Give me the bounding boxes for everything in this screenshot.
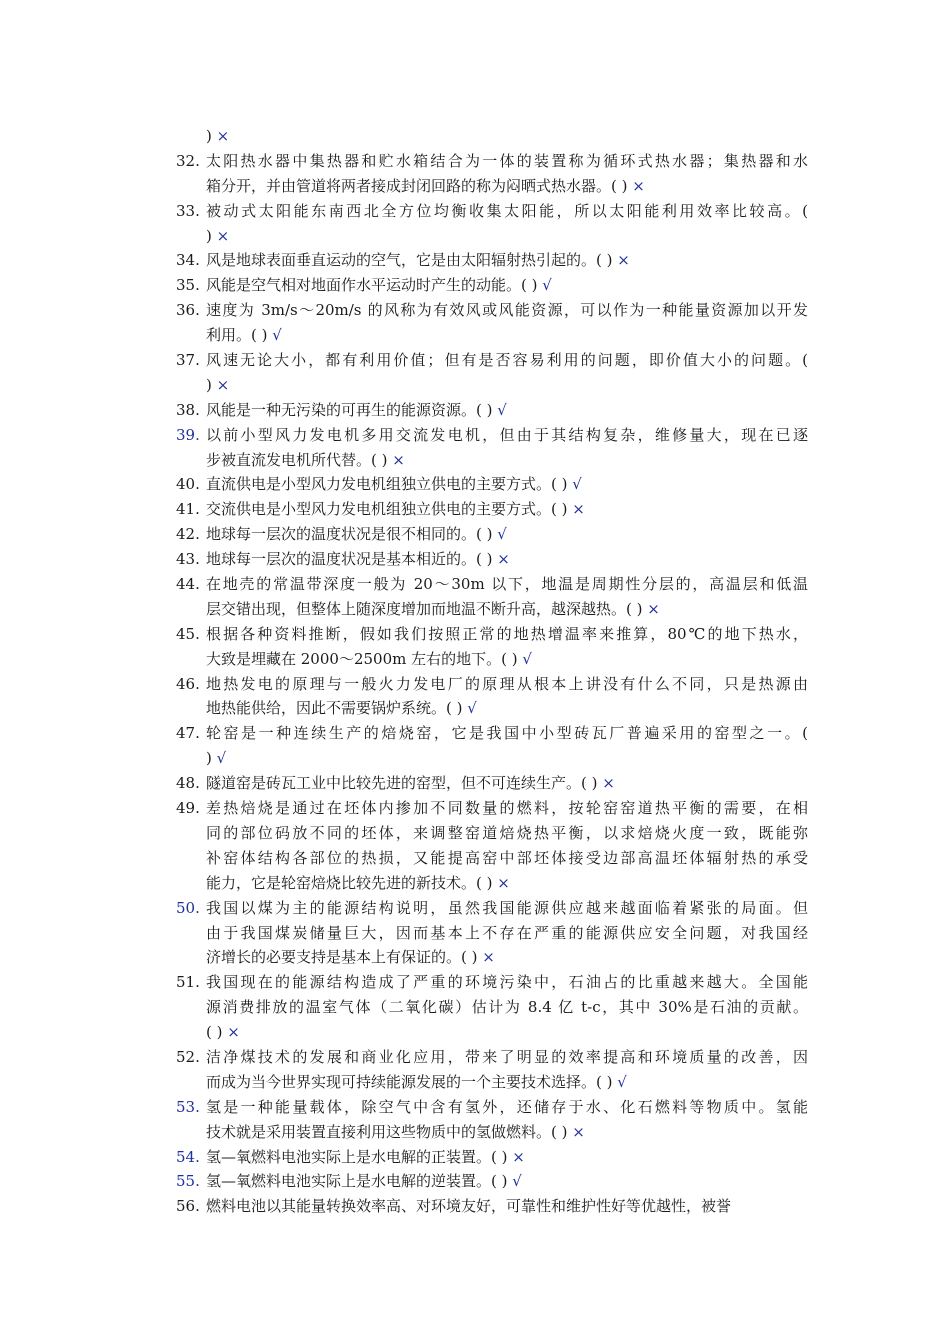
question-text-segment: 由于我国煤炭储量巨大，因而基本上不存在严重的能源供应安全问题，对我国经 xyxy=(206,923,808,942)
question-text-segment: 在地壳的常温带深度一般为 20～30m 以下，地温是周期性分层的，高温层和低温 xyxy=(206,575,808,594)
text-line xyxy=(0,771,950,796)
question-number: 49. xyxy=(176,799,200,818)
question-text-segment: 风速无论大小，都有利用价值；但有是否容易利用的问题，即价值大小的问题。( xyxy=(206,351,808,370)
cross-mark-icon: × xyxy=(497,873,510,892)
cross-mark-icon: × xyxy=(482,948,495,967)
question-text xyxy=(206,896,808,921)
cross-mark-icon: × xyxy=(227,1023,240,1042)
question-text xyxy=(206,448,808,473)
question-text xyxy=(206,224,808,249)
question-text-segment: 利用。( ) xyxy=(206,326,268,345)
text-line xyxy=(0,522,950,547)
text-line xyxy=(0,696,950,721)
question-number: 41. xyxy=(176,500,200,519)
check-mark-icon: √ xyxy=(522,649,532,668)
question-text xyxy=(206,547,808,572)
text-line xyxy=(0,945,950,970)
text-line xyxy=(0,572,950,597)
cross-mark-icon: × xyxy=(512,1147,525,1166)
question-text xyxy=(206,672,808,697)
text-line xyxy=(0,821,950,846)
question-text xyxy=(206,199,808,224)
cross-mark-icon: × xyxy=(632,176,645,195)
question-text-segment: 能力，它是轮窑焙烧比较先进的新技术。( ) xyxy=(206,873,493,892)
question-text-segment: 根据各种资料推断，假如我们按照正常的地热增温率来推算，80℃的地下热水， xyxy=(206,624,808,643)
text-line xyxy=(0,1169,950,1194)
question-text xyxy=(206,1169,808,1194)
question-number: 51. xyxy=(176,973,200,992)
question-text-segment: 交流供电是小型风力发电机组独立供电的主要方式。( ) xyxy=(206,500,568,519)
question-text-segment: ) xyxy=(206,375,212,394)
text-line xyxy=(0,1020,950,1045)
question-text-segment: 我国以煤为主的能源结构说明，虽然我国能源供应越来越面临着紧张的局面。但 xyxy=(206,898,808,917)
question-text-segment: 氢是一种能量载体，除空气中含有氢外，还储存于水、化石燃料等物质中。氢能 xyxy=(206,1097,808,1116)
check-mark-icon: √ xyxy=(497,400,507,419)
text-line xyxy=(0,1095,950,1120)
text-line xyxy=(0,1120,950,1145)
text-line xyxy=(0,995,950,1020)
question-number: 52. xyxy=(176,1047,200,1066)
question-text xyxy=(206,821,808,846)
question-text-segment: 我国现在的能源结构造成了严重的环境污染中，石油占的比重越来越大。全国能 xyxy=(206,973,808,992)
question-text xyxy=(206,1194,808,1219)
question-number: 40. xyxy=(176,475,200,494)
question-number: 37. xyxy=(176,351,200,370)
text-line xyxy=(0,622,950,647)
cross-mark-icon: × xyxy=(647,599,660,618)
text-line xyxy=(0,547,950,572)
question-text-segment: 燃料电池以其能量转换效率高、对环境友好，可靠性和维护性好等优越性，被誉 xyxy=(206,1197,732,1216)
text-line xyxy=(0,348,950,373)
question-text xyxy=(206,1045,808,1070)
question-number: 36. xyxy=(176,301,200,320)
question-number: 47. xyxy=(176,724,200,743)
question-text-segment: 差热焙烧是通过在坯体内掺加不同数量的燃料，按轮窑窑道热平衡的需要，在相 xyxy=(206,799,808,818)
question-text-segment: 风能是空气相对地面作水平运动时产生的动能。( ) xyxy=(206,276,538,295)
question-text xyxy=(206,1020,808,1045)
question-number: 35. xyxy=(176,276,200,295)
text-line xyxy=(0,448,950,473)
text-line xyxy=(0,423,950,448)
question-text xyxy=(206,1120,808,1145)
question-text xyxy=(206,746,808,771)
question-number: 56. xyxy=(176,1197,200,1216)
question-text xyxy=(206,995,808,1020)
question-text-segment: 直流供电是小型风力发电机组独立供电的主要方式。( ) xyxy=(206,475,568,494)
text-line xyxy=(0,796,950,821)
text-line xyxy=(0,373,950,398)
text-line xyxy=(0,174,950,199)
question-text xyxy=(206,945,808,970)
question-text xyxy=(206,1145,808,1170)
question-text xyxy=(206,921,808,946)
question-text xyxy=(206,796,808,821)
text-line xyxy=(0,597,950,622)
question-text xyxy=(206,572,808,597)
text-line xyxy=(0,472,950,497)
question-text-segment: 济增长的必要支持是基本上有保证的。( ) xyxy=(206,948,478,967)
question-text-segment: 而成为当今世界实现可持续能源发展的一个主要技术选择。( ) xyxy=(206,1072,613,1091)
question-text xyxy=(206,248,808,273)
text-line xyxy=(0,672,950,697)
question-text xyxy=(206,149,808,174)
question-text-segment: 补窑体结构各部位的热损，又能提高窑中部坯体接受边部高温坯体辐射热的承受 xyxy=(206,848,808,867)
text-line xyxy=(0,921,950,946)
question-text xyxy=(206,721,808,746)
text-line xyxy=(0,846,950,871)
question-text-segment: 轮窑是一种连续生产的焙烧窑，它是我国中小型砖瓦厂普遍采用的窑型之一。( xyxy=(206,724,808,743)
question-text xyxy=(206,373,808,398)
question-text xyxy=(206,1095,808,1120)
question-text-segment: 地球每一层次的温度状况是基本相近的。( ) xyxy=(206,550,493,569)
question-text-segment: ) xyxy=(206,127,212,145)
question-text xyxy=(206,423,808,448)
question-text-segment: 风能是一种无污染的可再生的能源资源。( ) xyxy=(206,400,493,419)
text-line xyxy=(0,1070,950,1095)
check-mark-icon: √ xyxy=(542,276,552,295)
question-number: 50. xyxy=(176,898,200,917)
check-mark-icon: √ xyxy=(572,475,582,494)
question-text-segment: 以前小型风力发电机多用交流发电机，但由于其结构复杂，维修量大，现在已逐 xyxy=(206,425,808,444)
question-number: 48. xyxy=(176,774,200,793)
question-text xyxy=(206,647,808,672)
question-number: 39. xyxy=(176,425,200,444)
question-text-segment: 被动式太阳能东南西北全方位均衡收集太阳能，所以太阳能利用效率比较高。( xyxy=(206,201,808,220)
question-number: 55. xyxy=(176,1172,200,1191)
text-line xyxy=(0,273,950,298)
question-number: 44. xyxy=(176,575,200,594)
question-text-segment: 步被直流发电机所代替。( ) xyxy=(206,450,388,469)
question-text-segment: 地热能供给，因此不需要锅炉系统。( ) xyxy=(206,699,463,718)
question-text xyxy=(206,696,808,721)
text-line xyxy=(0,721,950,746)
text-line xyxy=(0,323,950,348)
question-text-segment: 箱分开，并由管道将两者接成封闭回路的称为闷晒式热水器。( ) xyxy=(206,176,628,195)
question-text-segment: 大致是埋藏在 2000～2500m 左右的地下。( ) xyxy=(206,649,518,668)
check-mark-icon: √ xyxy=(497,525,507,544)
question-text xyxy=(206,472,808,497)
question-text xyxy=(206,970,808,995)
question-text xyxy=(206,771,808,796)
text-line xyxy=(0,871,950,896)
question-text xyxy=(206,298,808,323)
cross-mark-icon: × xyxy=(602,774,615,793)
question-text-segment: 氢—氧燃料电池实际上是水电解的逆装置。( ) xyxy=(206,1172,508,1191)
cross-mark-icon: × xyxy=(497,550,510,569)
question-number: 54. xyxy=(176,1147,200,1166)
cross-mark-icon: × xyxy=(572,1122,585,1141)
text-line xyxy=(0,1194,950,1219)
text-line xyxy=(0,497,950,522)
cross-mark-icon: × xyxy=(216,375,230,394)
question-number: 34. xyxy=(176,251,200,270)
question-number: 42. xyxy=(176,525,200,544)
question-text xyxy=(206,871,808,896)
text-line xyxy=(0,298,950,323)
question-text xyxy=(206,323,808,348)
question-text-segment: 洁净煤技术的发展和商业化应用，带来了明显的效率提高和环境质量的改善，因 xyxy=(206,1047,808,1066)
text-line xyxy=(0,224,950,249)
question-text-segment: 同的部位码放不同的坯体，来调整窑道焙烧热平衡，以求焙烧火度一致，既能弥 xyxy=(206,823,808,842)
text-line xyxy=(0,199,950,224)
question-number: 53. xyxy=(176,1097,200,1116)
text-line xyxy=(0,970,950,995)
text-line xyxy=(0,1145,950,1170)
text-line xyxy=(0,398,950,423)
question-text xyxy=(206,348,808,373)
question-text-segment: 风是地球表面垂直运动的空气，它是由太阳辐射热引起的。( ) xyxy=(206,251,613,270)
question-text-segment: ) xyxy=(206,226,212,245)
question-text-segment: 氢—氧燃料电池实际上是水电解的正装置。( ) xyxy=(206,1147,508,1166)
question-number: 43. xyxy=(176,550,200,569)
question-number: 38. xyxy=(176,400,200,419)
check-mark-icon: √ xyxy=(467,699,477,718)
question-text xyxy=(206,522,808,547)
question-text xyxy=(206,1070,808,1095)
question-text-segment: ) xyxy=(206,749,212,768)
text-line xyxy=(0,746,950,771)
cross-mark-icon: × xyxy=(216,226,230,245)
question-text xyxy=(206,174,808,199)
check-mark-icon: √ xyxy=(216,749,227,768)
question-text-segment: 层交错出现，但整体上随深度增加而地温不断升高，越深越热。( ) xyxy=(206,599,643,618)
cross-mark-icon: × xyxy=(216,127,230,145)
question-text-segment: 地热发电的原理与一般火力发电厂的原理从根本上讲没有什么不同，只是热源由 xyxy=(206,674,808,693)
question-text-segment: ( ) xyxy=(206,1023,223,1042)
question-text xyxy=(206,124,808,149)
text-line xyxy=(0,124,950,149)
text-line xyxy=(0,149,950,174)
question-text xyxy=(206,622,808,647)
question-text-segment: 源消费排放的温室气体（二氧化碳）估计为 8.4 亿 t-c，其中 30%是石油的贡献。 xyxy=(206,998,808,1017)
text-line xyxy=(0,896,950,921)
question-text-segment: 速度为 3m/s～20m/s 的风称为有效风或风能资源，可以作为一种能量资源加以开发 xyxy=(206,301,808,320)
question-text-segment: 隧道窑是砖瓦工业中比较先进的窑型，但不可连续生产。( ) xyxy=(206,774,598,793)
question-text xyxy=(206,273,808,298)
check-mark-icon: √ xyxy=(272,326,282,345)
question-text xyxy=(206,497,808,522)
question-text-segment: 地球每一层次的温度状况是很不相同的。( ) xyxy=(206,525,493,544)
cross-mark-icon: × xyxy=(572,500,585,519)
cross-mark-icon: × xyxy=(617,251,630,270)
question-text xyxy=(206,398,808,423)
question-list xyxy=(0,124,950,1219)
text-line xyxy=(0,647,950,672)
question-text-segment: 太阳热水器中集热器和贮水箱结合为一体的装置称为循环式热水器；集热器和水 xyxy=(206,151,808,170)
cross-mark-icon: × xyxy=(392,450,405,469)
question-text-segment: 技术就是采用装置直接利用这些物质中的氢做燃料。( ) xyxy=(206,1122,568,1141)
question-number: 32. xyxy=(176,151,200,170)
question-number: 33. xyxy=(176,201,200,220)
question-text xyxy=(206,846,808,871)
text-line xyxy=(0,248,950,273)
check-mark-icon: √ xyxy=(617,1072,627,1091)
text-line xyxy=(0,1045,950,1070)
question-text xyxy=(206,597,808,622)
check-mark-icon: √ xyxy=(512,1172,522,1191)
question-number: 45. xyxy=(176,624,200,643)
question-number: 46. xyxy=(176,674,200,693)
